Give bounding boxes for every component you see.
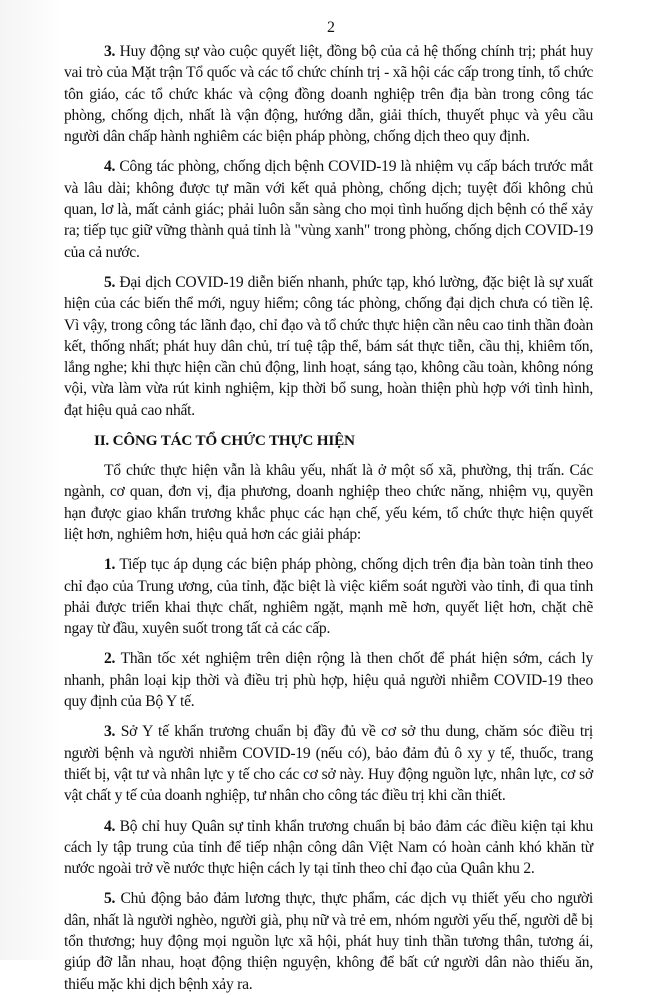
intro-paragraph: Tổ chức thực hiện vẫn là khâu yếu, nhất là ở một số xã, phường, thị trấn. Các ngành, cơ quan, đơn vị, địa phương, doanh nghiệp theo chức năng, nhiệm vụ, quyền hạn được giao khẩn trương khắc phục các hạn chế, yếu kém, tổ chức thực hiện quyết liệt hơn, nghiêm hơn, hiệu quả hơn các giải pháp: — [64, 462, 593, 543]
paragraph-3 — [64, 41, 593, 147]
paragraph-text: Thần tốc xét nghiệm trên diện rộng là then chốt để phát hiện sớm, cách ly nhanh, phân loại kịp thời và điều trị phù hợp, hiệu quả người nhiễm COVID-19 theo quy định của Bộ Y tế. — [64, 650, 593, 711]
task-2 — [64, 648, 593, 712]
task-5 — [64, 888, 593, 994]
paragraph-number: 3. — [104, 723, 116, 741]
paragraph-text: Đại dịch COVID-19 diễn biến nhanh, phức tạp, khó lường, đặc biệt là sự xuất hiện của các biến thể mới, nguy hiểm; công tác phòng, chống đại dịch chưa có tiền lệ. Vì vậy, trong công tác lãnh đạo, chỉ đạo và tổ chức thực hiện cần nêu cao tinh thần đoàn kết, thống nhất; phát huy dân chủ, trí tuệ tập thể, bám sát thực tiễn, cầu thị, khiêm tốn, lắng nghe; khi thực hiện cần chủ động, linh hoạt, sáng tạo, không cầu toàn, không nóng vội, vừa làm vừa rút kinh nghiệm, kịp thời bổ sung, hoàn thiện phù hợp với tình hình, đạt hiệu quả cao nhất. — [64, 273, 593, 419]
paragraph-text: Bộ chỉ huy Quân sự tỉnh khẩn trương chuẩn bị bảo đảm các điều kiện tại khu cách ly tập trung của tỉnh để tiếp nhận công dân Việt Nam có hoàn cảnh khó khăn từ nước ngoài trở về nước thực hiện cách ly tại tỉnh theo chỉ đạo của Quân khu 2. — [64, 817, 593, 878]
paragraph-number: 4. — [104, 158, 116, 176]
document-body — [64, 41, 593, 995]
paragraph-text: Công tác phòng, chống dịch bệnh COVID-19 là nhiệm vụ cấp bách trước mắt và lâu dài; không được tự mãn với kết quả phòng, chống dịch; tuyệt đối không chủ quan, lơ là, mất cảnh giác; phải luôn sẵn sàng cho mọi tình huống dịch bệnh có thể xảy ra; tiếp tục giữ vững thành quả tỉnh là "vùng xanh" trong phòng, chống dịch COVID-19 của cả nước. — [64, 158, 593, 261]
paragraph-number: 4. — [104, 817, 116, 835]
paragraph-number: 5. — [104, 273, 116, 291]
paragraph-text: Huy động sự vào cuộc quyết liệt, đồng bộ của cả hệ thống chính trị; phát huy vai trò của Mặt trận Tổ quốc và các tổ chức chính trị - xã hội các cấp trong tỉnh, tổ chức tôn giáo, các tổ chức khác và cộng đồng doanh nghiệp trên địa bàn trong công tác phòng, chống dịch, nhất là vận động, hướng dẫn, giải thích, thuyết phục và yêu cầu người dân chấp hành nghiêm các biện pháp phòng, chống dịch theo quy định. — [64, 43, 593, 146]
task-1 — [64, 554, 593, 639]
paragraph-number: 3. — [104, 43, 116, 60]
paragraph-5 — [64, 272, 593, 421]
paragraph-text: Tiếp tục áp dụng các biện pháp phòng, chống dịch trên địa bàn toàn tỉnh theo chỉ đạo của Trung ương, của tỉnh, đặc biệt là việc kiểm soát người vào tỉnh, đi qua tỉnh phải được triển khai thực chất, nghiêm ngặt, mạnh mẽ hơn, quyết liệt hơn, chặt chẽ ngay từ đầu, xuyên suốt trong tất cả các cấp. — [64, 556, 593, 638]
task-4 — [64, 816, 593, 880]
section-heading: II. CÔNG TÁC TỔ CHỨC THỰC HIỆN — [94, 432, 355, 450]
paragraph-4 — [64, 156, 593, 262]
page-number: 2 — [327, 19, 335, 36]
paragraph-number: 5. — [104, 890, 116, 908]
paragraph-number: 1. — [104, 556, 116, 574]
paragraph-number: 2. — [104, 650, 116, 668]
paragraph-text: Chủ động bảo đảm lương thực, thực phẩm, các dịch vụ thiết yếu cho người dân, nhất là người nghèo, người già, phụ nữ và trẻ em, nhóm người yếu thế, người dễ bị tổn thương; huy động mọi nguồn lực xã hội, phát huy tinh thần tương thân, tương ái, giúp đỡ lẫn nhau, hoạt động thiện nguyện, không để bất cứ người dân nào thiếu ăn, thiếu mặc khi dịch bệnh xảy ra. — [64, 890, 593, 993]
paragraph-text: Sở Y tế khẩn trương chuẩn bị đầy đủ về cơ sở thu dung, chăm sóc điều trị người bệnh và người nhiễm COVID-19 (nếu có), bảo đảm đủ ô xy y tế, thuốc, trang thiết bị, vật tư và nhân lực y tế cho các cơ sở này. Huy động nguồn lực, nhân lực, cơ sở vật chất y tế của doanh nghiệp, tư nhân cho công tác điều trị khi cần thiết. — [64, 723, 593, 805]
task-3 — [64, 721, 593, 806]
